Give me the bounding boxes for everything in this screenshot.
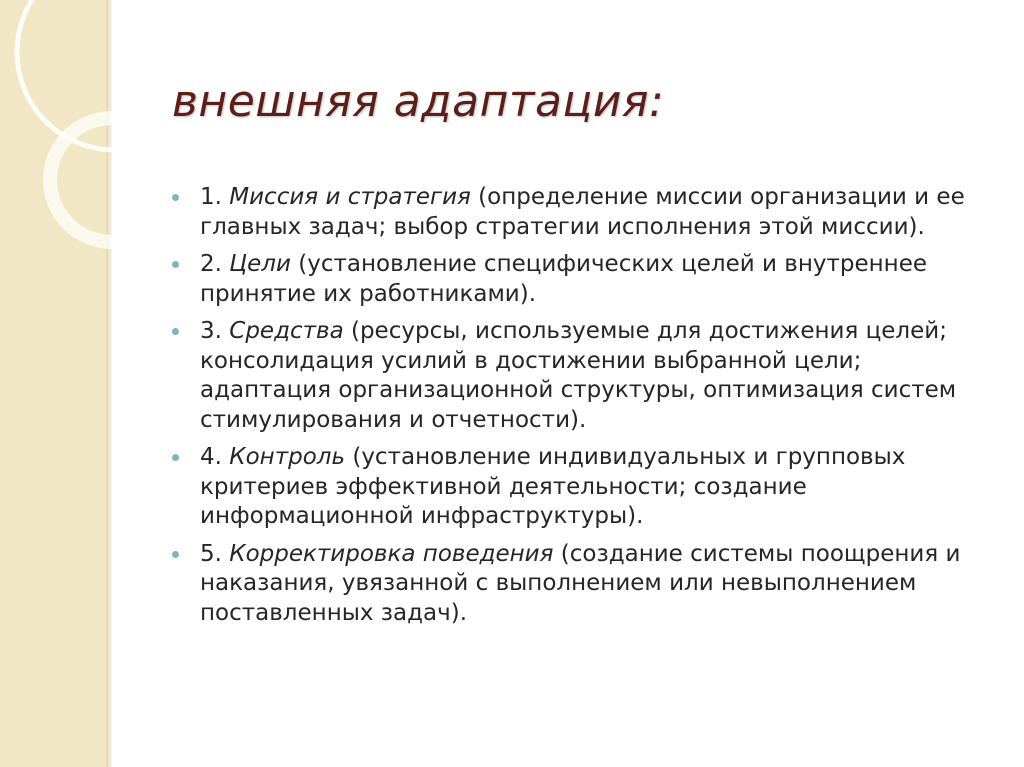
slide-title: внешняя адаптация: [172,76,665,127]
item-description: (создание системы поощрения и наказания, увязанной с выполнением или невыполнением поставленных задач). [200,540,961,626]
bullet-list [172,183,972,636]
item-term: Средства [229,318,344,344]
bullet-dot-icon [172,194,179,201]
item-number: 5. [200,540,230,567]
bullet-dot-icon [172,454,179,461]
item-description: (установление индивидуальных и групповых критериев эффективной деятельности; создание информационной инфраструктуры). [200,444,906,529]
list-item [172,540,972,629]
item-description: (установление специфических целей и внутреннее принятие их работниками). [200,251,928,307]
item-number: 2. [200,251,230,277]
list-item [172,250,972,309]
item-number: 4. [200,444,230,470]
list-item [172,183,972,242]
item-term: Цели [229,251,291,277]
item-number: 3. [200,318,230,344]
item-number: 1. [200,184,230,210]
item-term: Контроль [229,444,346,470]
decorative-rings [0,0,130,767]
bullet-dot-icon [172,551,179,558]
list-item [172,317,972,435]
list-item [172,443,972,532]
bullet-dot-icon [172,328,179,335]
item-description: (ресурсы, используемые для достижения целей; консолидация усилий в достижении выбранной цели; адаптация организационной структуры, оптимизация систем стимулирования и отчетности). [200,318,957,433]
item-term: Миссия и стратегия [229,184,471,210]
item-term: Корректировка поведения [229,540,554,567]
item-description: (определение миссии организации и ее главных задач; выбор стратегии исполнения этой миссии). [200,184,965,240]
decorative-ring-small [50,118,130,242]
bullet-dot-icon [172,261,179,268]
